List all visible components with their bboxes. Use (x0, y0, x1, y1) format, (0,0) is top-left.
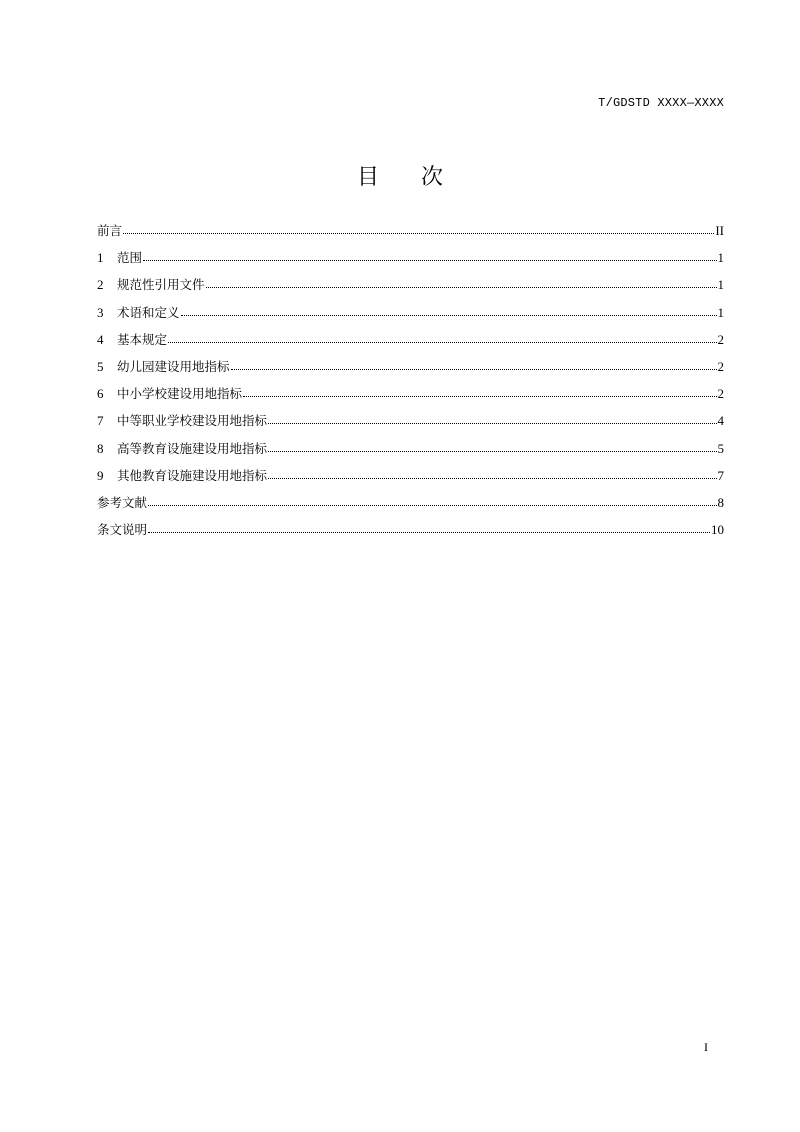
toc-entry-label: 术语和定义 (117, 304, 180, 320)
toc-dot-leader (268, 440, 716, 453)
toc-entry-label: 参考文献 (97, 494, 148, 510)
toc-entry-label: 幼儿园建设用地指标 (117, 358, 230, 374)
toc-entry[interactable] (97, 357, 724, 384)
toc-entry-page: 8 (717, 494, 724, 510)
toc-entry[interactable] (97, 493, 724, 520)
toc-entry-number: 7 (97, 413, 104, 429)
toc-dot-leader (268, 412, 716, 425)
toc-dot-leader (148, 494, 716, 507)
toc-entry-number: 3 (97, 304, 104, 320)
toc-entry-label: 条文说明 (97, 522, 148, 538)
document-code: T/GDSTD XXXX—XXXX (598, 96, 724, 110)
toc-dot-leader (231, 358, 717, 371)
toc-dot-leader (243, 385, 716, 398)
toc-list (97, 221, 724, 547)
toc-entry[interactable] (97, 520, 724, 547)
toc-entry-number: 2 (97, 277, 104, 293)
toc-entry[interactable] (97, 248, 724, 275)
toc-dot-leader (206, 276, 717, 289)
toc-dot-leader (148, 521, 710, 534)
toc-dot-leader (143, 249, 716, 262)
toc-entry[interactable] (97, 330, 724, 357)
toc-entry-label: 中小学校建设用地指标 (117, 386, 243, 402)
toc-entry-number: 9 (97, 467, 104, 483)
toc-entry-page: 5 (717, 440, 724, 456)
toc-entry-number: 5 (97, 358, 104, 374)
toc-entry-page: 7 (717, 467, 724, 483)
toc-entry-label: 规范性引用文件 (117, 277, 205, 293)
toc-title: 目 次 (357, 165, 443, 190)
toc-entry-page: 2 (717, 331, 724, 347)
toc-entry-label: 中等职业学校建设用地指标 (117, 413, 268, 429)
toc-entry-page: 1 (717, 304, 724, 320)
toc-entry-label: 范围 (117, 250, 143, 266)
toc-entry[interactable] (97, 411, 724, 438)
toc-entry[interactable] (97, 466, 724, 493)
toc-entry[interactable] (97, 275, 724, 302)
toc-entry-page: II (715, 223, 724, 238)
toc-entry-number: 4 (97, 331, 104, 347)
toc-dot-leader (268, 467, 716, 480)
toc-entry[interactable] (97, 384, 724, 411)
toc-entry[interactable] (97, 303, 724, 330)
toc-dot-leader (181, 304, 717, 317)
toc-entry-page: 1 (717, 277, 724, 293)
toc-entry-label: 其他教育设施建设用地指标 (117, 467, 268, 483)
toc-entry-page: 2 (717, 386, 724, 402)
toc-entry-label: 高等教育设施建设用地指标 (117, 440, 268, 456)
toc-entry-label: 基本规定 (117, 331, 168, 347)
page-number: I (704, 1040, 708, 1054)
toc-entry[interactable] (97, 221, 724, 248)
toc-entry-page: 2 (717, 358, 724, 374)
toc-entry[interactable] (97, 439, 724, 466)
toc-dot-leader (123, 222, 714, 235)
toc-entry-number: 8 (97, 440, 104, 456)
toc-entry-number: 1 (97, 250, 104, 266)
toc-entry-number: 6 (97, 386, 104, 402)
toc-entry-page: 10 (711, 522, 724, 538)
toc-entry-page: 1 (717, 250, 724, 266)
toc-dot-leader (168, 331, 716, 344)
toc-entry-label: 前言 (97, 223, 123, 238)
toc-entry-page: 4 (717, 413, 724, 429)
